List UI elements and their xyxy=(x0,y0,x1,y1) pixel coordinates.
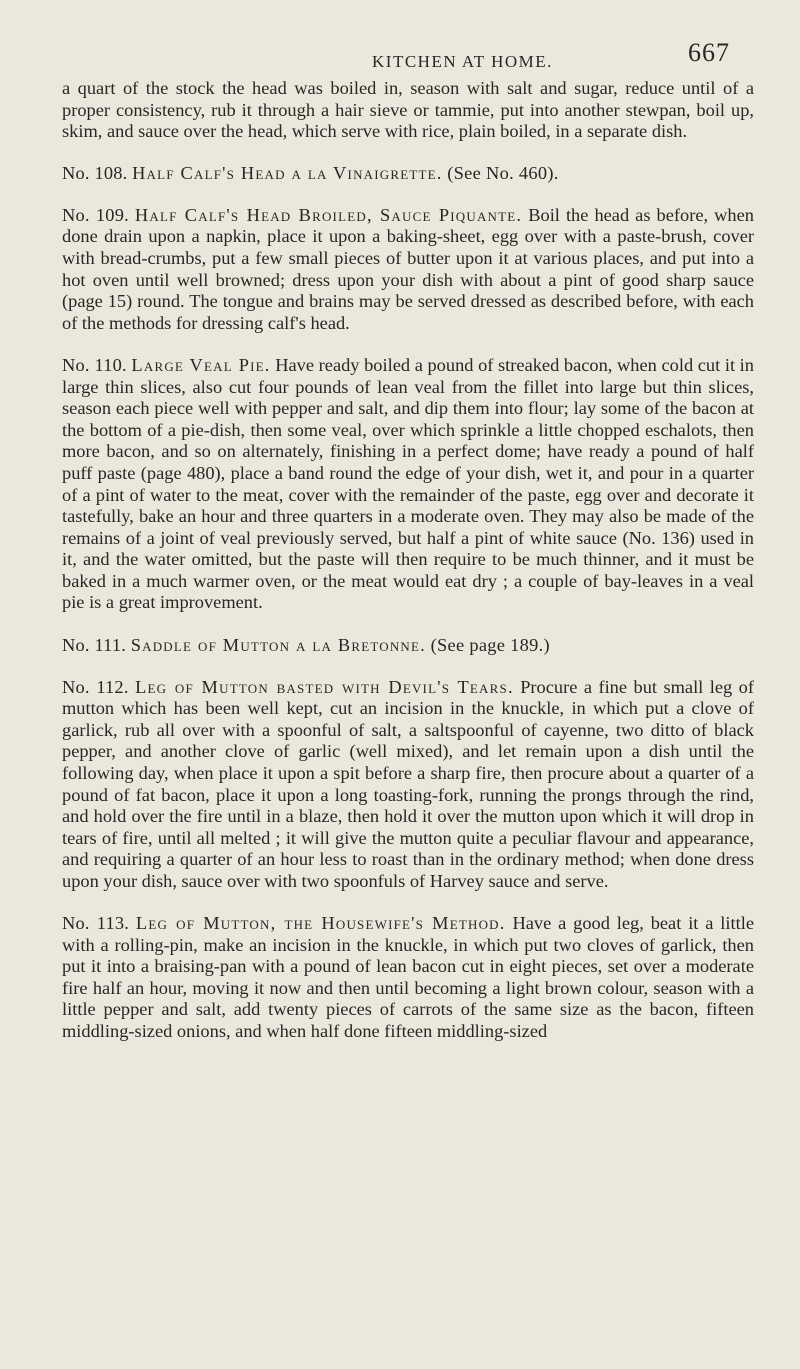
recipe-number: No. 113. xyxy=(62,913,130,934)
recipe-title: Half Calf's Head Broiled, Sauce Piquante. xyxy=(134,204,523,225)
recipe-number: No. 112. xyxy=(62,676,129,697)
continuation-paragraph: a quart of the stock the head was boiled in, season with salt and sugar, reduce until of a proper consistency, rub it through a hair sieve or tammie, put into another stewpan, boil up, skim, and sauce over the head, which serve with rice, plain boiled, in a separate dish. xyxy=(62,78,754,142)
header-title: KITCHEN AT HOME. xyxy=(372,52,553,71)
recipe-110 xyxy=(62,355,754,614)
recipe-title: Half Calf's Head a la Vinaigrette. xyxy=(132,162,443,183)
recipe-body: (See page 189.) xyxy=(430,634,550,655)
recipe-number: No. 109. xyxy=(62,204,129,225)
recipe-body: Have ready boiled a pound of streaked bacon, when cold cut it in large thin slices, also cut four pounds of lean veal from the fillet into large but thin slices, season each piece well with pepper and salt, and dip them into flour; lay some of the bacon at the bottom of a pie-dish, then some veal, over which sprinkle a little chopped eschalots, then more bacon, and so on alternately, finishing in a perfect dome; have ready a pound of half puff paste (page 480), place a band round the edge of your dish, wet it, and pour in a quarter of a pint of water to the meat, cover with the remainder of the paste, egg over and decorate it tastefully, bake an hour and three quarters in a moderate oven. They may also be made of the remains of a joint of veal previously served, but half a pint of white sauce (No. 136) used in it, and the water omitted, but the paste will then require to be much thinner, and it must be baked in a much warmer oven, or the meat would eat dry ; a couple of bay-leaves in a veal pie is a great improvement. xyxy=(62,354,754,613)
recipe-title: Saddle of Mutton a la Bretonne. xyxy=(130,634,426,655)
recipe-113 xyxy=(62,913,754,1043)
body-text xyxy=(62,78,754,1043)
recipe-number: No. 111. xyxy=(62,634,127,655)
recipe-body: Boil the head as before, when done drain upon a napkin, place it upon a baking-sheet, egg over with a paste-brush, cover with bread-crumbs, put a few small pieces of butter upon it at various places, and put into a hot oven until well browned; dress upon your dish with about a pint of good sharp sauce (page 15) round. The tongue and brains may be served dressed as described before, with each of the methods for dressing calf's head. xyxy=(62,204,754,333)
recipe-body: Procure a fine but small leg of mutton which has been well kept, cut an incision in the knuckle, in which put a clove of garlick, rub all over with a spoonful of salt, a saltspoonful of cayenne, two ditto of black pepper, and another clove of garlic (well mixed), and let remain upon a dish until the following day, when place it upon a spit before a sharp fire, then procure about a quarter of a pound of fat bacon, place it upon a long toasting-fork, running the prongs through the rind, and hold over the fire until in a blaze, then hold it over the mutton upon which it will drop in tears of fire, until all melted ; it will give the mutton quite a peculiar flavour and appearance, and requiring a quarter of an hour less to roast than in the ordinary method; when done dress upon your dish, sauce over with two spoonfuls of Harvey sauce and serve. xyxy=(62,676,754,891)
running-head xyxy=(62,0,754,78)
page-number: 667 xyxy=(688,38,730,67)
recipe-112 xyxy=(62,677,754,893)
recipe-108 xyxy=(62,163,754,185)
recipe-title: Leg of Mutton, the Housewife's Method. xyxy=(135,913,506,934)
recipe-title: Leg of Mutton basted with Devil's Tears. xyxy=(135,676,514,697)
recipe-number: No. 108. xyxy=(62,162,128,183)
recipe-body: Have a good leg, beat it a little with a rolling-pin, make an incision in the knuckle, in which put two cloves of garlick, then put it into a braising-pan with a pound of lean bacon cut in eight pieces, set over a moderate fire half an hour, moving it now and then until becoming a light brown colour, season with a little pepper and salt, add twenty pieces of carrots of the same size as the bacon, fifteen middling-sized onions, and when half done fifteen middling-sized xyxy=(62,913,755,1042)
recipe-title: Large Veal Pie. xyxy=(131,354,271,375)
recipe-109 xyxy=(62,205,754,335)
recipe-number: No. 110. xyxy=(62,354,127,375)
recipe-body: (See No. 460). xyxy=(447,162,559,183)
recipe-111 xyxy=(62,635,754,657)
